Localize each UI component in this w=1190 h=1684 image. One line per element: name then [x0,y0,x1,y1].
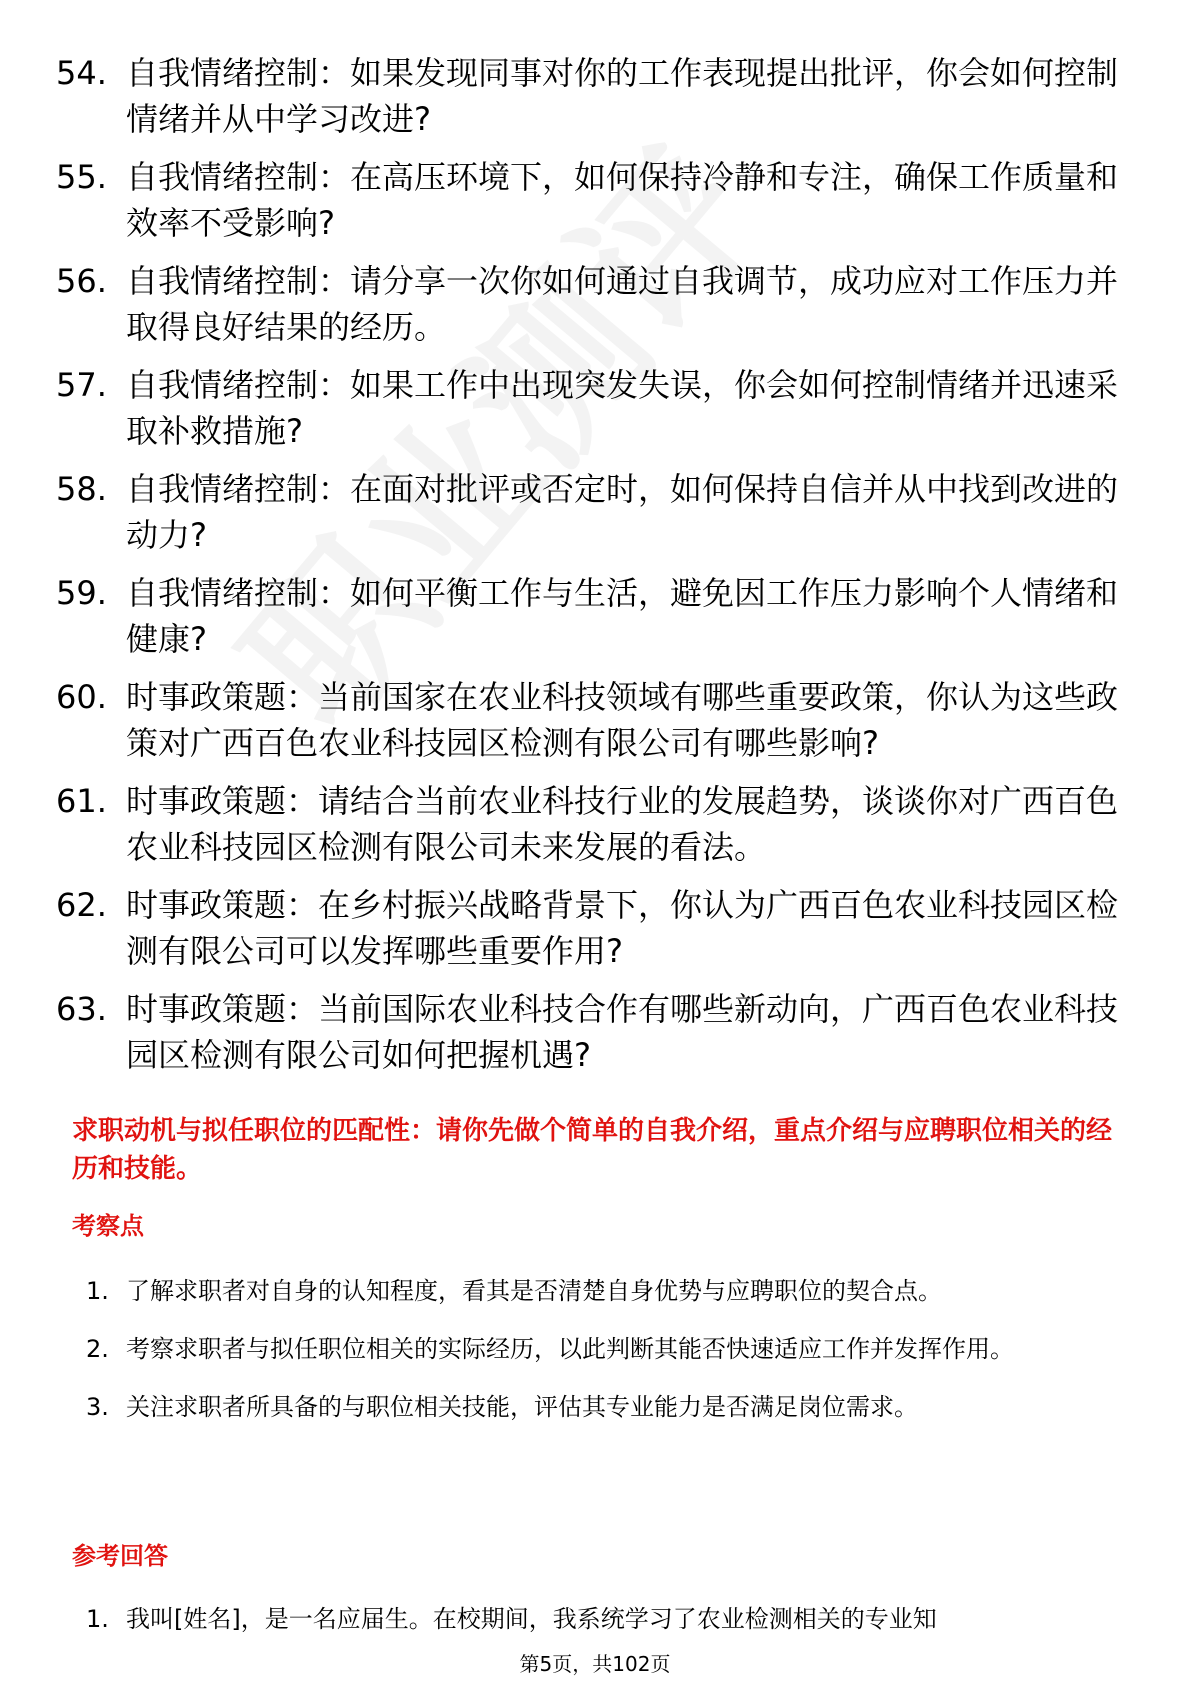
question-list [56,50,1136,1090]
answer-item [86,1590,1136,1648]
answer-list [86,1590,1136,1648]
question-item [56,258,1136,350]
question-item [56,674,1136,766]
question-text: 自我情绪控制：在面对批评或否定时，如何保持自信并从中找到改进的动力? [126,470,1119,554]
question-text: 自我情绪控制：如何平衡工作与生活，避免因工作压力影响个人情绪和健康? [126,574,1119,658]
points-list [86,1262,1136,1436]
question-text: 时事政策题：请结合当前农业科技行业的发展趋势，谈谈你对广西百色农业科技园区检测有限公司未来发展的看法。 [126,782,1119,866]
point-item [86,1320,1136,1378]
question-number: 56. [56,262,107,300]
point-text: 关注求职者所具备的与职位相关技能，评估其专业能力是否满足岗位需求。 [126,1393,918,1421]
point-number: 1. [86,1277,109,1305]
question-item [56,570,1136,662]
question-item [56,154,1136,246]
question-text: 自我情绪控制：如果发现同事对你的工作表现提出批评，你会如何控制情绪并从中学习改进? [126,54,1119,138]
question-item [56,882,1136,974]
point-number: 3. [86,1393,109,1421]
answer-number: 1. [86,1605,109,1633]
question-number: 57. [56,366,107,404]
question-number: 59. [56,574,107,612]
section-heading: 求职动机与拟任职位的匹配性：请你先做个简单的自我介绍，重点介绍与应聘职位相关的经历和技能。 [72,1116,1113,1184]
point-text: 考察求职者与拟任职位相关的实际经历，以此判断其能否快速适应工作并发挥作用。 [126,1335,1014,1363]
question-item [56,50,1136,142]
question-text: 时事政策题：在乡村振兴战略背景下，你认为广西百色农业科技园区检测有限公司可以发挥哪些重要作用? [126,886,1119,970]
question-text: 自我情绪控制：在高压环境下，如何保持冷静和专注，确保工作质量和效率不受影响? [126,158,1119,242]
question-item [56,466,1136,558]
point-number: 2. [86,1335,109,1363]
question-item [56,362,1136,454]
question-number: 55. [56,158,107,196]
question-number: 58. [56,470,107,508]
question-item [56,778,1136,870]
question-number: 63. [56,990,107,1028]
question-item [56,986,1136,1078]
question-number: 54. [56,54,107,92]
question-text: 时事政策题：当前国家在农业科技领域有哪些重要政策，你认为这些政策对广西百色农业科技园区检测有限公司有哪些影响? [126,678,1119,762]
question-text: 时事政策题：当前国际农业科技合作有哪些新动向，广西百色农业科技园区检测有限公司如何把握机遇? [126,990,1119,1074]
point-item [86,1378,1136,1436]
point-text: 了解求职者对自身的认知程度，看其是否清楚自身优势与应聘职位的契合点。 [126,1277,942,1305]
answer-title: 参考回答 [72,1542,168,1570]
answer-text: 我叫[姓名]，是一名应届生。在校期间，我系统学习了农业检测相关的专业知 [126,1605,937,1633]
question-number: 62. [56,886,107,924]
question-number: 61. [56,782,107,820]
point-item [86,1262,1136,1320]
question-text: 自我情绪控制：请分享一次你如何通过自我调节，成功应对工作压力并取得良好结果的经历。 [126,262,1119,346]
question-text: 自我情绪控制：如果工作中出现突发失误，你会如何控制情绪并迅速采取补救措施? [126,366,1119,450]
points-title: 考察点 [72,1212,144,1240]
question-number: 60. [56,678,107,716]
page-footer: 第5页，共102页 [519,1652,671,1676]
